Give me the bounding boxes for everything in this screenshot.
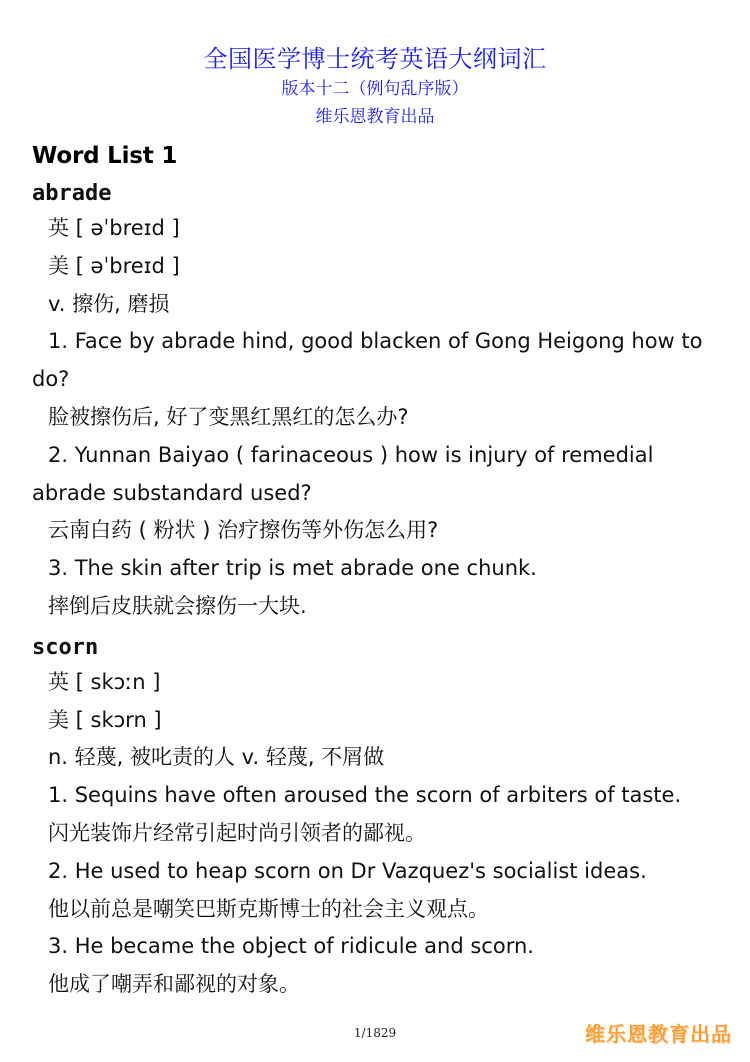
example-english: 1. Sequins have often aroused the scorn of arbiters of taste. — [48, 783, 682, 808]
uk-pronunciation: 英 [ əˈbreɪd ] — [48, 216, 180, 240]
example-chinese: 云南白药 ( 粉状 ) 治疗擦伤等外伤怎么用? — [48, 518, 439, 543]
word-entry — [32, 178, 722, 626]
word-list-title: Word List 1 — [32, 143, 178, 169]
definition: n. 轻蔑, 被叱责的人 v. 轻蔑, 不屑做 — [48, 745, 385, 770]
example-chinese: 闪光装饰片经常引起时尚引领者的鄙视。 — [48, 820, 426, 845]
headword: scorn — [32, 634, 99, 660]
example-english: 3. He became the object of ridicule and scorn. — [48, 934, 534, 959]
example-english: 3. The skin after trip is met abrade one chunk. — [48, 556, 537, 581]
document-subtitle: 版本十二（例句乱序版） — [281, 79, 469, 99]
word-entry — [32, 632, 722, 1004]
definition: v. 擦伤, 磨损 — [48, 291, 170, 316]
example-chinese: 脸被擦伤后, 好了变黑红黑红的怎么办? — [48, 404, 409, 429]
headword: abrade — [32, 181, 112, 206]
example-english: 2. He used to heap scorn on Dr Vazquez's socialist ideas. — [48, 858, 647, 883]
example-english: 2. Yunnan Baiyao ( farinaceous ) how is injury of remedial abrade substandard used? — [32, 442, 654, 505]
example-english: 1. Face by abrade hind, good blacken of Gong Heigong how to do? — [32, 329, 703, 392]
us-pronunciation: 美 [ əˈbreɪd ] — [48, 253, 180, 278]
example-chinese: 他以前总是嘲笑巴斯克斯博士的社会主义观点。 — [48, 896, 489, 921]
publisher-watermark: 维乐恩教育出品 — [585, 1022, 732, 1046]
example-chinese: 摔倒后皮肤就会擦伤一大块. — [48, 593, 307, 618]
uk-pronunciation: 英 [ skɔːn ] — [48, 669, 161, 694]
page-number: 1/1829 — [353, 1026, 397, 1040]
word-list-content — [32, 140, 722, 1004]
document-header — [0, 44, 750, 130]
document-title: 全国医学博士统考英语大纲词汇 — [203, 45, 547, 73]
publisher-line: 维乐恩教育出品 — [315, 107, 435, 127]
example-chinese: 他成了嘲弄和鄙视的对象。 — [48, 972, 300, 997]
us-pronunciation: 美 [ skɔrn ] — [48, 707, 162, 732]
